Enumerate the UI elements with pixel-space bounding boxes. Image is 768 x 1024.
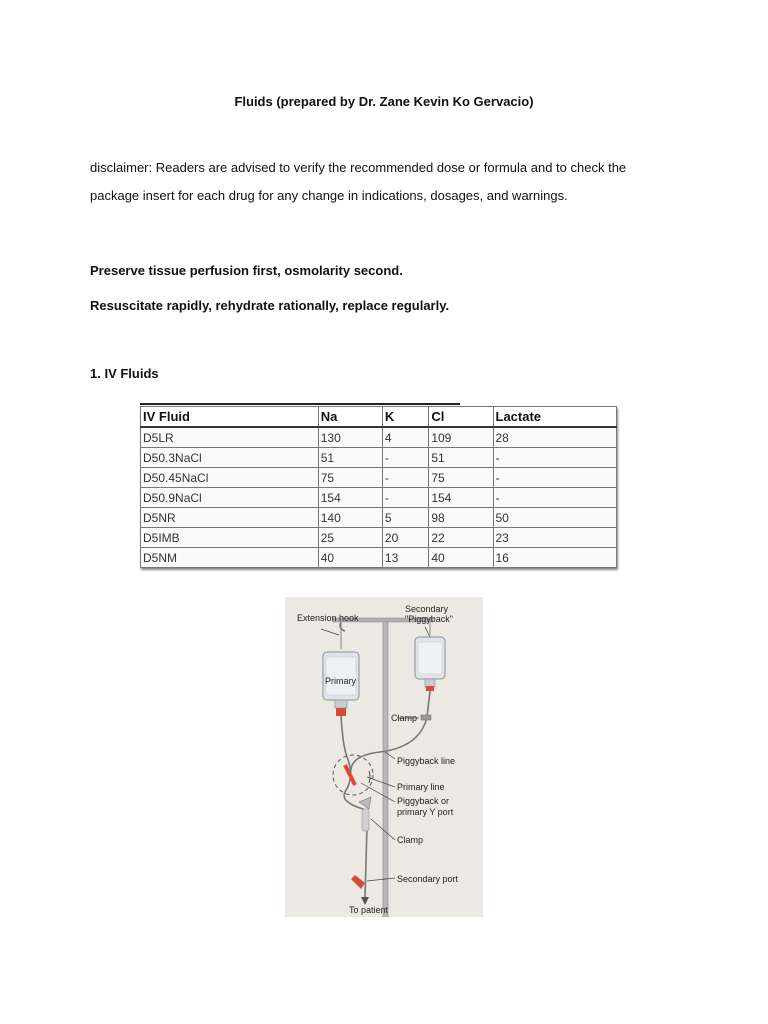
cell-k: -: [382, 468, 428, 488]
leader-secondary: [425, 627, 430, 637]
primary-drip-chamber: [335, 700, 347, 708]
junction-mark: [369, 771, 370, 783]
label-secondary: Secondary: [405, 604, 449, 614]
section-heading: 1. IV Fluids: [90, 366, 159, 381]
clamp-body: [362, 809, 369, 831]
roller-clamp-icon: [359, 797, 371, 809]
y-port-highlight: [333, 755, 373, 795]
table-row: [141, 427, 617, 448]
cell-k: 20: [382, 528, 428, 548]
table-row: [141, 468, 617, 488]
label-piggyback-line: Piggyback line: [397, 756, 456, 766]
label-piggyback-or: Piggyback or: [397, 796, 450, 806]
secondary-bag-fluid: [418, 642, 442, 674]
disclaimer-line-1: disclaimer: Readers are advised to verify the recommended dose or formula and to check the: [90, 160, 627, 175]
label-primary: Primary: [325, 676, 356, 686]
label-extension: Extension hook: [297, 613, 359, 623]
cell-k: -: [382, 448, 428, 468]
cell-fluid: D5NR: [141, 508, 319, 528]
document-title: Fluids (prepared by Dr. Zane Kevin Ko Gervacio): [234, 94, 534, 109]
disclaimer-line-2: package insert for each drug for any change in indications, dosages, and warnings.: [90, 188, 568, 203]
cell-lactate: 28: [493, 427, 617, 448]
iv-fluids-table: [140, 406, 617, 568]
cell-lactate: 16: [493, 548, 617, 568]
header-k: K: [382, 407, 428, 428]
header-iv-fluid: IV Fluid: [141, 407, 319, 428]
cell-fluid: D5NM: [141, 548, 319, 568]
cell-cl: 75: [429, 468, 493, 488]
cell-na: 75: [318, 468, 382, 488]
leader-primary-line: [367, 777, 395, 787]
primary-line-tubing: [341, 716, 368, 897]
secondary-drip-chamber: [425, 679, 435, 687]
cell-na: 130: [318, 427, 382, 448]
header-na: Na: [318, 407, 382, 428]
arrow-down-icon: [361, 897, 369, 905]
header-cl: Cl: [429, 407, 493, 428]
cell-k: 4: [382, 427, 428, 448]
cell-lactate: -: [493, 468, 617, 488]
cell-lactate: 50: [493, 508, 617, 528]
table-top-rule: [140, 403, 460, 405]
table-header-row: [141, 407, 617, 428]
primary-spike-icon: [336, 708, 346, 716]
cell-na: 51: [318, 448, 382, 468]
label-clamp-lower: Clamp: [397, 835, 424, 845]
label-primary-line: Primary line: [397, 782, 445, 792]
cell-cl: 22: [429, 528, 493, 548]
iv-pole: [383, 619, 388, 917]
label-to-patient: To patient: [349, 905, 389, 915]
cell-k: -: [382, 488, 428, 508]
cell-fluid: D5LR: [141, 427, 319, 448]
principle-2: Resuscitate rapidly, rehydrate rationally, replace regularly.: [90, 298, 450, 313]
iv-setup-diagram: [285, 597, 483, 917]
cell-cl: 154: [429, 488, 493, 508]
cell-k: 13: [382, 548, 428, 568]
cell-na: 40: [318, 548, 382, 568]
label-primary-y-port: primary Y port: [397, 807, 454, 817]
cell-na: 140: [318, 508, 382, 528]
secondary-port-icon: [351, 875, 365, 889]
table-row: [141, 448, 617, 468]
table-row: [141, 528, 617, 548]
leader-extension-hook: [321, 629, 339, 635]
cell-na: 154: [318, 488, 382, 508]
label-secondary-port: Secondary port: [397, 874, 459, 884]
cell-lactate: -: [493, 448, 617, 468]
upper-clamp-icon: [421, 715, 431, 720]
cell-k: 5: [382, 508, 428, 528]
label-clamp-upper: Clamp: [391, 713, 418, 723]
principle-1: Preserve tissue perfusion first, osmolarity second.: [90, 263, 403, 278]
secondary-spike-icon: [426, 686, 434, 691]
cell-lactate: -: [493, 488, 617, 508]
cell-lactate: 23: [493, 528, 617, 548]
cell-cl: 98: [429, 508, 493, 528]
cell-cl: 51: [429, 448, 493, 468]
table-row: [141, 548, 617, 568]
table-row: [141, 488, 617, 508]
table-row: [141, 508, 617, 528]
cell-fluid: D5IMB: [141, 528, 319, 548]
cell-fluid: D50.3NaCl: [141, 448, 319, 468]
leader-secondary-port: [367, 878, 395, 881]
cell-cl: 40: [429, 548, 493, 568]
cell-fluid: D50.9NaCl: [141, 488, 319, 508]
cell-cl: 109: [429, 427, 493, 448]
cell-fluid: D50.45NaCl: [141, 468, 319, 488]
header-lactate: Lactate: [493, 407, 617, 428]
label-piggyback-quote: "Piggyback": [405, 614, 453, 624]
cell-na: 25: [318, 528, 382, 548]
piggyback-line-tubing: [351, 691, 431, 782]
